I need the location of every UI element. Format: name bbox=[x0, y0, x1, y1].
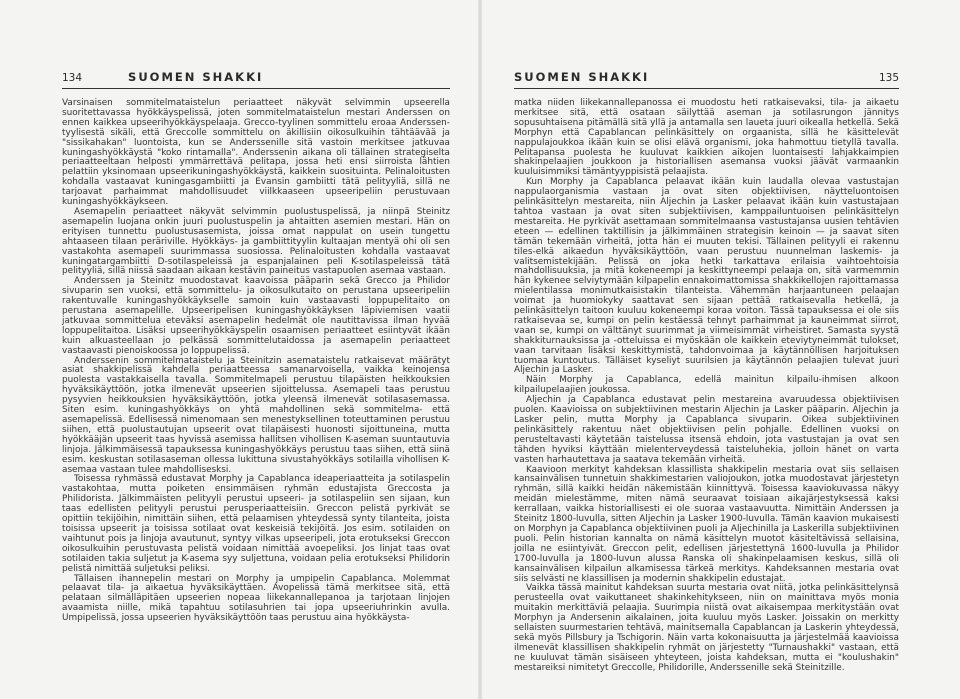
right-page-number: 135 bbox=[878, 72, 899, 84]
paragraph: Toisessa ryhmässä edustavat Morphy ja Capablanca ideaperiaatteita ja sotilaspelin vastakohtaa, mutta poiketen ensimmäisen ryhmän edustajista Greccosta ja Philidorista. Jälkimmäisten pelityyli perustui upseeri- ja sotilaspeliin sen sijaan, kun taas edellisten pelityyli perustui perusperiaatteisiin. Greccon pelistä pyrkivät se opittiin tekijöihin, nimittäin siihen, että pelaamisen yhteydessä synty tilanteita, joista toisissa upseerit ja toisissa sotilaat ovat keskeisiä tekijöitä. Jos esim. sotilaiden on vaihtunut pois ja linjoja avautunut, syntyy vilkas upseeripeli, jota erotukseksi Greccon oikosulkuihin perustuvasta pelistä voidaan nimittää avoepeliksi. Jos linjat taas ovat sotilaiden takia suljetut ja K-asema syy suljettuna, voidaan pelia erotukseksi Philidorin pelistä nimittää suljetuksi peliksi. bbox=[62, 474, 450, 574]
paragraph: Aljechin ja Capablanca edustavat pelin mestareina avaruudessa objektiivisen puolen. Kaavioissa on subjektiivinen mestarin Aljechin ja Lasker pääparin. Aljechin ja Lasker pelin, mutta Morphy ja Capablanca sivuparin. Oikea subjektiivinen pelinkäsittely rakentuu näet objektiivisen pelin pohjalle. Edellinen vuoksi on perusteltavasti käytetään taistelussa itsensä ehdoin, jota vastustajan ja ovat sen tähden hyviksi käyttään mielenterveydessä taisteluhekia, jolloin hänet on varta vasten harhautettava ja saatava tekemään virheitä. bbox=[514, 395, 899, 465]
left-running-head bbox=[62, 70, 450, 86]
right-header-rule bbox=[514, 88, 899, 89]
paragraph: Vaikka tässä mainitut kahdeksan suurta mestaria ovat niitä, jotka pelinkäsittelynsä perusteella ovat vaikuttaneet shakinkehitykseen, niin on mainittava myös monia muitakin merkittäviä pelaajia. Suurimpia niistä ovat aikaisempaa merkitystään ovat Morphyn ja Andersenin aikalainen, joita kuuluu myös Lasker. Joissakin on merkitty sellaisten suurmestarien tehtävä, mainitsemalla Capablancan ja Laskerin yhteydessä, sekä myös Pillsbury ja Tschigorin. Näin varta kokonaisuutta ja järjestelmää kaavioissa ilmenevät klassillisen shakkipelin ryhmät on järjestetty "Turnaushakki" vastaan, että ne kuuluvat tämän sisäiseen yhteyteen, joista kahdeksan, mutta ei "koulushakin" mestareiksi nimitetyt Greccolle, Philidorille, Anderssenille sekä Steinitzille. bbox=[514, 583, 899, 673]
paragraph: Asemapelin periaatteet näkyvät selvimmin puolustuspelissä, ja niinpä Steinitz asemapelin luojana onkin juuri puolustuspelin ja ahtaitten asemien mestari. Hän on erityisen tunnettu puolustusasemista, joissa omat nappulat on usein tungettu ahtaaseen tilaan peräriville. Hyökkäys- ja gambiittityylin kultaajan mentyä ohi oli sen vastakohta asemapeli suurimmassa suosiossa. Pelinaloitusten kohdalla vastaavat kuningatargambiitti D-sotilaspeleissä ja espanjalainen peli K-sotilaspeleissä tätä pelityyliä, sillä niissä saadaan aikaan kestävin paineitus vastapuolen asemaa vastaan. bbox=[62, 206, 450, 277]
paragraph: Tällaisen ihannepelin mestari on Morphy ja umpipelin Capablanca. Molemmat pelaavat tila- ja aikaetua hyväksikäyttäen. Avopelissä tämä merkitsee sitä, että pelataan silmälläpitäen upseerien nopeaa liikekannallepanoa ja tarjotaan linjojen avaamista niille, mikä tapahtuu sotilasuhrien tai jopa upseeriuhrinkin avulla. Umpipelissä, jossa upseerien hyväksikäyttöön taas perustuu aina hyökkäysta- bbox=[62, 573, 450, 624]
right-body-text bbox=[514, 99, 899, 674]
paragraph: matka niiden liikekannallepanossa ei muodostu heti ratkaisevaksi, tila- ja aikaetu merkitsee sitä, että osataan säilyttää aseman ja sotilasrungon jännitys sopusuhtaisena pitämällä sitä yllä ja antamalla sen laueta juuri oikealla hetkellä. Sekä Morphyn että Capablancan pelinkäsittely on orgaanista, sillä he käsittelevät nappulajoukkoa ikään kuin se olisi elävä organismi, joka hahmottuu tietyllä tavalla. Pelitapansa puolesta he kuuluvat kaikkien aikojen luontaisesti lahjakkaimpien shakinpelaajien joukkoon ja historiallisen asemansa vuoksi jäävät varmaankin kuuluisimmiksi tämäntyyppisistä pelaajista. bbox=[514, 98, 899, 178]
paragraph: Anderssenin sommitelmataistelu ja Steinitzin asemataistelu ratkaisevat määrätyt asiat shakkipelissä kahdella periaatteessa samanarvoisella, vaikka keinojensa puolesta vastakkaisella tavalla. Sommitelmapeli perustuu tilapäisten heikkouksien hyväksikäyttöön, jotka ilmenevät upseerien sijoittelussa. Asemapeli taas perustuu pysyvien heikkouksien hyväksikäyttöön, jotka yleensä ilmenevät sotilasasemassa. Siten esim. kuningashyökkäys on yhtä mahdollinen sekä sommitelma- että asemapelissä. Edellisessä nimenomaan sen menestyksellinen toteuttaminen perustuu siihen, että puolustautujan upseerit ovat tilapäisesti huonosti sijoittuneina, mutta hyökkääjän upseerit taas hyvissä asemissa hallitsen vihollisen K-aseman suuntautuvia linjoja. Jälkimmäisessä tapauksessa kuningashyökkäys perustuu taas siihen, että siinä esim. keskustan sotilasaseman ollessa lukittuna sivustahyökkäys sotilailla vihollisen K-asemaa vastaan tulee mahdollisesksi. bbox=[62, 355, 450, 475]
paragraph: Varsinaisen sommitelmataistelun periaatteet näkyvät selvimmin upseerella suoritettavassa hyökkäyspelissä, joten sommitelmataistelun mestari Anderssen on ennen kaikkea upseerihyökkäyspelaaja. Grecco-tyylinen sommittelu eroaa Anderssen-tyylisestä sikäli, että Greccolle sommittelu on äkillisiin oikosulkuihin tähtäävää ja "sissikahakan" luontoista, kun se Anderssenille sitä vastoin merkitsee jatkuvaa kuningashyökkäystä "koko rintamalla". Anderssenin aikana oli tällainen strategiselta periaatteeltaan helposti ymmärrettävä pelitapa, jossa heti ensi siirroista lähtien pelattiin yksinomaan upseerikuningashyökkäystä, kaikkein suosituinta. Pelinaloitusten kohdalla vastaavat kuningasgambiitti ja Evansin gambiitti tätä pelityyliä, sillä ne tarjoavat parhaimmat mahdollisuudet viilkkaaseen upseeripeliin perustuvaan kuningashyökkäykseen. bbox=[62, 98, 450, 208]
paragraph: Kaavioon merkityt kahdeksan klassillista shakkipelin mestaria ovat siis sellaisen kansainvälisen tunnetuin shakkimestarien valiojoukon, jotka muodostavat järjestetyn ryhmän, sillä kaikki heidän näkemistään kiinnittyvä. Toisessa kaaviokuvassa näkyy meidän mielestämme, miten nämä seuraavat toisiaan aikajärjestyksessä kaksi kerrallaan, vaikka historiallisesti ei ole suoraa vastaavuutta. Nimittäin Anderssen ja Steinitz 1800-luvulla, sitten Aljechin ja Lasker 1900-luvulla. Tämän kaavion mukaisesti on Morphyn ja Capablanca objektiivinen puoli ja Aljechinilla ja Laskerilla subjektiivinen puoli. Pelin historian kannalta on nämä käsittelyn muotot käsiteltävissä sellaisina, joilla ne esiintyivät. Greccon pelit, edellisen järjestettynä 1600-luvulla ja Philidor 1700-luvulla ja 1800-luvun alussa Ranska oli shakinpelaamisen keskus, sillä oli kansainvälisen kilpailun alkamisessa tärkeä merkitys. Kahdeksannen mestaria ovat siis selvästi ne klassillisen ja modernin shakkipelin edustajat. bbox=[514, 464, 899, 584]
left-header-rule bbox=[62, 88, 450, 89]
left-body-text bbox=[62, 99, 450, 624]
right-running-title: SUOMEN SHAKKI bbox=[514, 70, 650, 84]
right-page bbox=[480, 0, 960, 699]
paragraph: Kun Morphy ja Capablanca pelaavat ikään kuin laudalla olevaa vastustajan nappulaorganismia vastaan ja ovat siten objektiivisen, näytteluontoisen pelinkäsittelyn mestareita, niin Aljechin ja Lasker pelaavat ikään kuin vastustajaan tahtoa vastaan ja ovat siten subjektiivisen, kamppailuntuoisen pelinkäsittelyn mestareita. He pyrkivät asettamaan sommitelmaansa vastustajansa uusien tehtävien eteen — edellinen taktillisin ja jälkimmäinen strategisin keinoin — ja saavat siten tämän tekemään virheitä, jotta hän ei muuten tekisi. Tällainen pelityyli ei rakennu tiles-elkä aikaedun hyväksikäyttöön, vaan perustuu nuunnelman laskemis- ja valitsemistekijään. Pelissä on joka hetki tarkattava erilaisia vaihtoehtoisia mahdollisuuksia, ja mitä kokeneempi ja keskittyneempi pelaaja on, sitä varmemmin hän kykenee selviytymään kilpapelin ennakoimattomissa shakkikellojen rajoittamassa mielentilassa monimutkaisistakin tilanteista. Vähemmän harjaantuneen pelaajan voimat ja huomiokyky saattavat sen sijaan pettää ratkaisevalla hetkellä, ja pelinkäsittelyn taitoon kuuluu kokeneempi koraa voiton. Tässä tapauksessa ei ole siis ratkaisevaa se, kumpi on pelin kestäessä tehnyt parhaimmat ja kauneimmat siirrot, vaan se, kumpi on välttänyt suurimmat ja viimeisimmät virheistiret. Samasta syystä shakkiturnauksissa ja -otteluissa ei myöskään ole kaikkein eteviytyneimmät tulokset, vaan tarvitaan lisäksi keskittymistä, tahdonvoimaa ja käytännöllisen harjoituksen tuomaa kuntoutus. Tälläiset kyseliyt suurilsien ja käytännön pelaajien tulevat juuri Aljechin ja Lasker. bbox=[514, 177, 899, 376]
left-running-title: SUOMEN SHAKKI bbox=[128, 70, 264, 84]
paragraph: Anderssen ja Steinitz muodostavat kaavoissa pääparin sekä Grecco ja Philidor sivuparin sen vuoksi, että sommittelu- ja oikosulkutaito on perustana upseeripeliin rakentuvalle kuningashyökkäykselle samoin kuin vastaavasti loppupelitaito on perustana asemapelille. Upseeripelisen kuningashyökkäyksen läpiviemisen vaatii jatkuvaa sommittelua eteväksi asemapelin hedelmät ole nautittavissa ilman hyvää loppupelitaitoa. Lisäksi upseerihyökkäyspelin osaamisen periaatteet esiintyvät ikään kuin alkuasteellaan jo pelkässä sommittelutaidossa ja asemapelin periaatteet vastaavasti pienoiskoossa jo loppupelissä. bbox=[62, 276, 450, 356]
left-page-number: 134 bbox=[62, 72, 83, 84]
paragraph: Näin Morphy ja Capablanca, edellä mainitun kilpailu-ihmisen alkoon kilpailupelaajien joukossa. bbox=[514, 375, 899, 396]
right-running-head bbox=[514, 70, 899, 86]
